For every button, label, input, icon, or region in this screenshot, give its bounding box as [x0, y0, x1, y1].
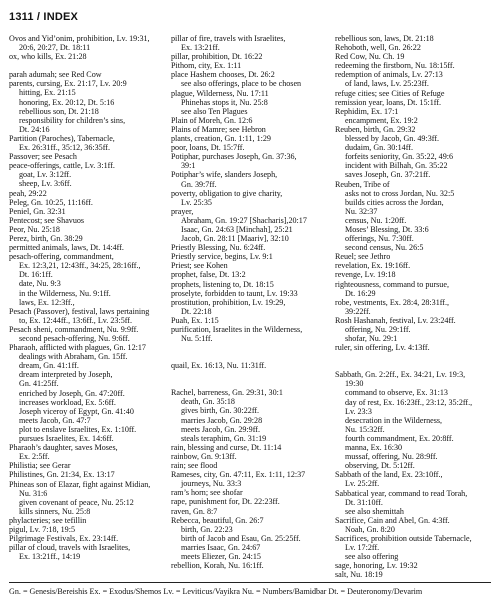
index-entry: marries Jacob, Gn. 29:28: [181, 415, 263, 425]
index-entry: offerings, Nu. 7:30ff.: [345, 234, 414, 244]
index-entry: 20:6, 20:27, Dt. 18:11: [19, 43, 91, 53]
index-entry: salt, Nu. 18:19: [335, 570, 383, 580]
index-entry: redemption of animals, Lv. 27:13: [335, 70, 443, 80]
index-entry: rain; see flood: [171, 461, 218, 471]
index-entry: robe, vestments, Ex. 28:4, 28:31ff.,: [335, 297, 450, 307]
index-entry: phylacteries; see tefillin: [9, 515, 87, 525]
index-entry: Dt. 24:16: [19, 124, 50, 134]
index-entry: poor, loans, Dt. 15:7ff.: [171, 143, 245, 153]
index-entry: census, Nu. 1:20ff.: [345, 215, 407, 225]
index-entry: dudaim, Gn. 30:14ff.: [345, 143, 413, 153]
index-entry: builds cities across the Jordan,: [345, 197, 444, 207]
index-entry: pigul, Lv. 7:18, 19:5: [9, 524, 76, 534]
index-entry: righteousness, command to pursue,: [335, 279, 449, 289]
index-entry: sheep, Lv. 3:6ff.: [19, 179, 72, 189]
index-entry: Lv. 25:2ff.: [345, 479, 380, 489]
index-entry: Pilgrimage Festivals, Ex. 23:14ff.: [9, 534, 119, 544]
index-column-2: [171, 34, 329, 570]
index-entry: purification, Israelites in the Wilderness,: [171, 325, 303, 334]
index-entry: forfeits seniority, Gn. 35:22, 49:6: [345, 152, 454, 162]
index-entry: proselyte, forbidden to taunt, Lv. 19:33: [171, 288, 298, 298]
index-entry: date, Nu. 9:3: [19, 279, 61, 289]
index-entry: Pentecost; see Shavuos: [9, 215, 85, 225]
index-entry: enriched by Joseph, Gn. 47:20ff.: [19, 388, 125, 398]
index-entry: Ex. 12:3,21, 12:43ff., 34:25, 28:16ff.,: [19, 261, 141, 271]
index-entry: Dt. 16:1ff.: [19, 270, 53, 280]
index-entry: revelation, Ex. 19:16ff.: [335, 261, 411, 271]
index-entry: pursues Israelites, Ex. 14:6ff.: [19, 434, 114, 444]
index-entry: Ex. 26:31ff., 35:12, 36:35ff.: [19, 143, 110, 153]
index-column-3: [335, 34, 493, 579]
index-entry: plot to enslave Israelites, Ex. 1:10ff.: [19, 424, 137, 434]
index-entry: Philistia; see Gerar: [9, 461, 71, 471]
index-entry: Ex. 13:21ff.: [181, 43, 220, 53]
index-entry: second census, Nu. 26:5: [345, 243, 424, 253]
index-entry: journeys, Nu. 33:3: [181, 479, 242, 489]
letter-section-gap: [171, 343, 329, 352]
index-entry: hitting, Ex. 21:15: [19, 88, 76, 98]
index-entry: Peniel, Gn. 32:31: [9, 206, 66, 216]
index-entry: peace-offerings, cattle, Lv. 3:1ff.: [9, 161, 115, 171]
index-entry: see also offering: [345, 552, 399, 562]
index-entry: parah adumah; see Red Cow: [9, 70, 102, 80]
index-entry: Potiphar, purchases Joseph, Gn. 37:36,: [171, 152, 297, 162]
index-entry: pillar, prohibition, Dt. 16:22: [171, 52, 263, 62]
index-entry: Pharaoh, afflicted with plagues, Gn. 12:17: [9, 343, 146, 353]
index-entry: Abraham, Gn. 19:27 [Shacharis],20:17: [181, 215, 307, 225]
index-entry: plants, creation, Gn. 1:11, 1:29: [171, 134, 271, 144]
index-entry: birth of Jacob and Esau, Gn. 25:25ff.: [181, 533, 301, 543]
index-entry: Ex. 13:21ff., 14:19: [19, 552, 81, 562]
index-entry: Sabbatical year, command to read Torah,: [335, 488, 468, 498]
index-entry: meets Jacob, Gn. 47:7: [19, 415, 91, 425]
index-entry: to, Ex. 12:44ff., 13:6ff., Lv. 23:5ff.: [19, 315, 133, 325]
index-entry: laws, Ex. 12:3ff.,: [19, 297, 75, 307]
index-entry: prayer,: [171, 206, 194, 216]
letter-section-gap: [335, 361, 493, 370]
index-entry: in the Wilderness, Nu. 9:1ff.: [19, 288, 111, 298]
index-entry: Noah, Gn. 8:20: [345, 524, 395, 534]
index-entry: Sabbath of the land, Ex. 23:10ff.,: [335, 470, 443, 480]
index-entry: Lv. 17:2ff.: [345, 543, 380, 553]
index-entry: parents, cursing, Ex. 21:17, Lv. 20:9: [9, 79, 127, 89]
index-entry: Rosh Hashanah, festival, Lv. 23:24ff.: [335, 315, 456, 325]
index-entry: Red Cow, Nu. Ch. 19: [335, 52, 405, 62]
index-entry: Puah, Ex. 1:15: [171, 315, 219, 325]
index-entry: day of rest, Ex. 16:23ff., 23:12, 35:2ff.,: [345, 397, 473, 407]
index-entry: meets Jacob, Gn. 29:9ff.: [181, 424, 260, 434]
index-entry: Lv. 23:3: [345, 406, 372, 416]
index-entry: Joseph viceroy of Egypt, Gn. 41:40: [19, 406, 134, 416]
index-entry: incident with Bilhah, Gn. 35:22: [345, 161, 448, 171]
index-entry: Peor, Nu. 25:18: [9, 224, 60, 234]
index-entry: Reuel; see Jethro: [335, 252, 391, 262]
index-entry: Priest; see Kohen: [171, 261, 228, 271]
index-entry: Peleg, Gn. 10:25, 11:16ff.: [9, 197, 93, 207]
index-entry: Perez, birth, Gn. 38:29: [9, 233, 83, 243]
index-entry: offering, Nu. 29:1ff.: [345, 325, 411, 334]
index-column-1: [9, 34, 167, 561]
index-entry: given covenant of peace, Nu. 25:12: [19, 497, 134, 507]
index-entry: prostitution, prohibition, Lv. 19:29,: [171, 297, 286, 307]
index-entry: birth, Gn. 22:23: [181, 524, 233, 534]
index-entry: Ovos and Yid’onim, prohibition, Lv. 19:31,: [9, 34, 150, 43]
index-entry: Ex. 2:5ff.: [19, 452, 50, 462]
index-entry: Pesach sheni, commandment, Nu. 9:9ff.: [9, 324, 139, 334]
index-entry: prophets, listening to, Dt. 18:15: [171, 279, 274, 289]
abbreviation-key: Gn. = Genesis/Bereishis Ex. = Exodus/Shemos Lv. = Leviticus/Vayikra Nu. = Numbers/Bamidbar Dt. = Deuteronomy/Devarim: [9, 582, 491, 596]
index-entry: Priestly Blessing, Nu. 6:24ff.: [171, 243, 266, 253]
index-entry: Plain of Moreh, Gn. 12:6: [171, 115, 253, 125]
index-entry: goat, Lv. 3:12ff.: [19, 170, 72, 180]
index-entry: Isaac, Gn. 24:63 [Minchah], 25:21: [181, 224, 293, 234]
index-entry: Sabbath, Gn. 2:2ff., Ex. 34:21, Lv. 19:3,: [335, 370, 466, 380]
index-entry: meets Eliezer, Gn. 24:15: [181, 551, 261, 561]
index-entry: remission year, loans, Dt. 15:1ff.: [335, 97, 442, 107]
letter-section-gap: [171, 370, 329, 379]
index-entry: dream, Gn. 41:1ff.: [19, 361, 79, 371]
index-entry: honoring, Ex. 20:12, Dt. 5:16: [19, 97, 115, 107]
index-entry: Rehoboth, well, Gn. 26:22: [335, 43, 421, 53]
index-entry: shofar, Nu. 29:1: [345, 334, 398, 344]
index-entry: Pharaoh’s daughter, saves Moses,: [9, 443, 118, 453]
index-entry: gives birth, Gn. 30:22ff.: [181, 406, 260, 416]
index-entry: Potiphar’s wife, slanders Joseph,: [171, 170, 278, 180]
index-entry: marries Isaac, Gn. 24:67: [181, 542, 261, 552]
index-entry: Jacob, Gn. 28:11 [Maariv], 32:10: [181, 234, 289, 244]
index-entry: Rameses, city, Gn. 47:11, Ex. 1:11, 12:37: [171, 470, 306, 480]
index-entry: Reuben, Tribe of: [335, 179, 390, 189]
page-header: 1311 / INDEX: [9, 11, 79, 23]
index-entry: raven, Gn. 8:7: [171, 506, 218, 516]
index-entry: Reuben, birth, Gn. 29:32: [335, 124, 416, 134]
index-entry: Moses’ Blessing, Dt. 33:6: [345, 224, 429, 234]
index-entry: sage, honoring, Lv. 19:32: [335, 561, 418, 571]
index-entry: Rephidim, Ex. 17:1: [335, 106, 399, 116]
index-entry: permitted animals, laws, Dt. 14:4ff.: [9, 243, 124, 253]
letter-section-gap: [171, 379, 329, 388]
index-entry: peah, 29:22: [9, 188, 47, 198]
index-entry: saves Joseph, Gn. 37:21ff.: [345, 170, 431, 180]
index-entry: pillar of fire, travels with Israelites,: [171, 34, 286, 43]
index-entry: dealings with Abraham, Gn. 15ff.: [19, 352, 128, 362]
index-entry: Sacrifices, prohibition outside Tabernacle,: [335, 533, 472, 543]
index-entry: fourth commandment, Ex. 20:8ff.: [345, 433, 454, 443]
index-entry: manna, Ex. 16:30: [345, 443, 403, 453]
index-entry: kills sinners, Nu. 25:8: [19, 506, 91, 516]
index-entry: steals teraphim, Gn. 31:19: [181, 433, 267, 443]
index-entry: blessed by Jacob, Gn. 49:3ff.: [345, 134, 440, 144]
index-entry: Sacrifice, Cain and Abel, Gn. 4:3ff.: [335, 515, 450, 525]
index-entry: 39:22ff.: [345, 306, 371, 316]
index-entry: ram’s horn; see shofar: [171, 488, 243, 498]
index-entry: Dt. 22:18: [181, 306, 212, 316]
index-entry: rebellious son, laws, Dt. 21:18: [335, 34, 434, 43]
index-entry: rebellious son, Dt. 21:18: [19, 106, 99, 116]
index-entry: death, Gn. 35:18: [181, 397, 235, 407]
index-entry: Rachel, barreness, Gn. 29:31, 30:1: [171, 388, 283, 398]
index-entry: see also shemittah: [345, 506, 404, 516]
index-entry: Passover; see Pesach: [9, 152, 77, 162]
index-entry: Philistines, Gn. 21:34, Ex. 13:17: [9, 470, 115, 480]
index-entry: Nu. 15:32ff.: [345, 424, 385, 434]
index-entry: Priestly service, begins, Lv. 9:1: [171, 252, 273, 262]
letter-section-gap: [171, 352, 329, 361]
index-entry: mussaf, offering, Nu. 28:9ff.: [345, 452, 438, 462]
index-entry: refuge cities; see Cities of Refuge: [335, 88, 445, 98]
index-entry: Dt. 31:10ff.: [345, 497, 383, 507]
index-entry: quail, Ex. 16:13, Nu. 11:31ff.: [171, 361, 267, 371]
index-entry: Nu. 31:6: [19, 488, 48, 498]
index-entry: pillar of cloud, travels with Israelites,: [9, 543, 131, 553]
index-entry: 39:1: [181, 161, 196, 171]
letter-section-gap: [9, 61, 167, 70]
index-entry: Plains of Mamre; see Hebron: [171, 124, 266, 134]
index-entry: revenge, Lv. 19:18: [335, 270, 396, 280]
index-entry: second pesach-offering, Nu. 9:6ff.: [19, 334, 130, 343]
index-entry: Gn. 39:7ff.: [181, 179, 217, 189]
index-entry: Dt. 16:29: [345, 288, 376, 298]
index-entry: observing, Dt. 5:12ff.: [345, 461, 415, 471]
index-entry: responsibility for children’s sins,: [19, 115, 126, 125]
index-entry: prophet, false, Dt. 13:2: [171, 270, 246, 280]
index-entry: plague, Wilderness, Nu. 17:11: [171, 88, 269, 98]
index-entry: dream interpreted by Joseph,: [19, 370, 113, 380]
index-entry: ruler, sin offering, Lv. 4:13ff.: [335, 343, 430, 353]
index-entry: Phinehas stops it, Nu. 25:8: [181, 97, 268, 107]
index-entry: Rebecca, beautiful, Gn. 26:7: [171, 515, 264, 525]
index-entry: increases workload, Ex. 5:6ff.: [19, 397, 116, 407]
index-entry: rebellion, Korah, Nu. 16:1ff.: [171, 561, 264, 571]
index-entry: ox, who kills, Ex. 21:28: [9, 52, 87, 62]
index-entry: see also Ten Plagues: [181, 106, 248, 116]
index-entry: rain, blessing and curse, Dt. 11:14: [171, 442, 282, 452]
index-entry: poverty, obligation to give charity,: [171, 188, 283, 198]
index-entry: Pesach (Passover), festival, laws pertaining: [9, 306, 150, 316]
index-entry: Phineas son of Elazar, fight against Midian,: [9, 479, 151, 489]
index-entry: asks not to cross Jordan, Nu. 32:5: [345, 188, 455, 198]
index-entry: rape, punishment for, Dt. 22:23ff.: [171, 497, 280, 507]
index-entry: Partition (Paroches), Tabernacle,: [9, 133, 115, 143]
index-entry: place Hashem chooses, Dt. 26:2: [171, 70, 275, 80]
index-entry: redeeming the firstborn, Nu. 18:15ff.: [335, 61, 455, 71]
index-entry: Pithom, city, Ex. 1:11: [171, 61, 242, 71]
index-entry: Gn. 41:25ff.: [19, 379, 59, 389]
index-columns: [9, 34, 493, 580]
letter-section-gap: [335, 352, 493, 361]
index-entry: see also offerings, place to be chosen: [181, 79, 302, 89]
index-entry: Nu. 5:1ff.: [181, 334, 213, 344]
index-entry: desecration in the Wilderness,: [345, 415, 443, 425]
index-entry: pesach-offering, commandment,: [9, 252, 114, 262]
index-entry: 19:30: [345, 379, 364, 389]
index-entry: Lv. 25:35: [181, 197, 212, 207]
index-entry: of land, laws, Lv. 25:23ff.: [345, 79, 429, 89]
index-entry: Nu. 32:37: [345, 206, 378, 216]
index-entry: encampment, Ex. 19:2: [345, 115, 418, 125]
index-entry: rainbow, Gn. 9:13ff.: [171, 451, 237, 461]
index-entry: command to observe, Ex. 31:13: [345, 388, 448, 398]
